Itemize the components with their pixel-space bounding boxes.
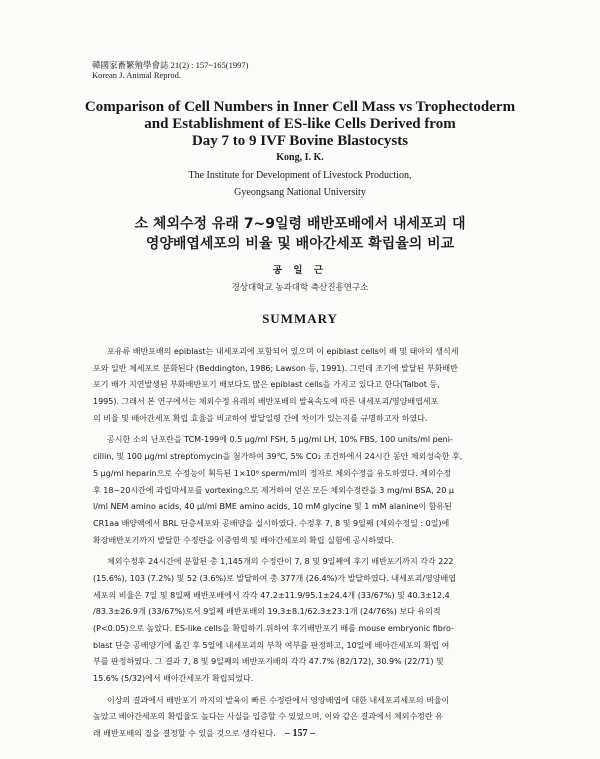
text-line: cillin, 및 100 μg/ml streptomycin을 첨가하여 39℃, 5% CO₂ 조건하에서 24시간 동안 체외성숙한 후, xyxy=(93,452,463,462)
summary-paragraph xyxy=(93,344,505,427)
journal-header xyxy=(92,60,248,80)
text-line: 의 비율 및 배아간세포 확립 효율을 비교하여 발달일령 간에 차이가 있는지를 규명하고자 하였다. xyxy=(93,413,428,423)
affiliation xyxy=(0,167,600,201)
affiliation-line: Gyeongsang National University xyxy=(234,187,366,198)
korean-title xyxy=(40,214,560,254)
text-line: 포유류 배반포배의 epiblast는 내세포괴에 포함되어 있으며 이 epiblast cells이 배 및 태아의 생식세 xyxy=(107,347,459,356)
affiliation-line: The Institute for Development of Livestock Production, xyxy=(188,170,412,181)
text-line: 래 배반포배의 질을 결정할 수 있을 것으로 생각된다. xyxy=(93,729,276,739)
korean-affiliation: 경상대학교 농과대학 축산진흥연구소 xyxy=(231,283,369,293)
text-line: 1995). 그래서 본 연구에서는 체외수정 유래의 배반포배의 발육속도에 따른 내세포괴/영양배엽세포 xyxy=(93,397,439,407)
summary-body xyxy=(93,344,505,743)
text-line: 확장배반포기까지 발달한 수정란을 이중염색 및 배아간세포의 확립 실험에 공시하였다. xyxy=(93,535,395,545)
title-line: Day 7 to 9 IVF Bovine Blastocysts xyxy=(191,133,409,149)
page-number: – 157 – xyxy=(285,728,315,739)
text-line: l/ml NEM amino acids, 40 μl/ml BME amino acids, 10 mM glycine 및 1 mM alanine이 함유된 xyxy=(93,502,452,512)
korean-title-line: 영양배엽세포의 비율 및 배아간세포 확립율의 비교 xyxy=(145,236,455,252)
title-line: Comparison of Cell Numbers in Inner Cell Mass vs Trophectoderm xyxy=(84,99,516,115)
text-line: 높았고 배아간세포의 확립율도 높다는 사실을 입증할 수 있었으며, 이와 같은 결과에서 체외수정란 유 xyxy=(93,712,443,722)
text-line: 5 μg/ml heparin으로 수정능이 획득된 1×10⁶ sperm/ml의 정자로 체외수정을 유도하였다. 체외수정 xyxy=(93,468,452,478)
summary-heading: SUMMARY xyxy=(262,311,338,326)
summary-paragraph xyxy=(93,554,505,688)
journal-name: Korean J. Animal Reprod. xyxy=(92,70,181,80)
paper-title xyxy=(40,99,560,150)
korean-author-name: 공 일 근 xyxy=(272,265,328,276)
text-line: 공시한 소의 난포란을 TCM-199에 0.5 μg/ml FSH, 5 μg/ml LH, 10% FBS, 100 units/ml peni- xyxy=(107,435,453,445)
text-line: 체외수정후 24시간에 분할된 총 1,145개의 수정란이 7, 8 및 9일째에 후기 배반포기까지 각각 222 xyxy=(107,557,454,567)
text-line: /83.3±26.9개 (33/67%)로서 9일째 배반포배의 19.3±8.1/62.3±23.1개 (24/76%) 보다 유의적 xyxy=(93,607,441,617)
text-line: 15.6% (5/32)에서 배아간세포가 확립되었다. xyxy=(93,674,254,684)
text-line: 이상의 결과에서 배반포기 까지의 발육이 빠른 수정란에서 영양배엽에 대한 내세포괴세포의 비율이 xyxy=(107,695,450,705)
summary-paragraph xyxy=(93,432,505,549)
title-line: and Establishment of ES-like Cells Derived from xyxy=(144,116,456,132)
text-line: (P<0.05)으로 높았다. ES-like cells을 확립하기 위하여 후기배반포기 배를 mouse embryonic fibro- xyxy=(93,624,454,633)
text-line: 포기 배가 지연발생된 부화배반포기 배보다도 많은 epiblast cells을 가지고 있다고 한다(Talbot 등, xyxy=(93,380,440,390)
text-line: (15.6%), 103 (7.2%) 및 52 (3.6%)로 발달하여 총 377개 (26.4%)가 발달하였다. 내세포괴/영양배엽 xyxy=(93,573,456,583)
korean-title-line: 소 체외수정 유래 7~9일령 배반포배에서 내세포괴 대 xyxy=(134,216,466,232)
journal-citation: 韓國家畜繁殖學會誌 21(2) : 157~165(1997) xyxy=(92,60,249,70)
text-line: 포와 일반 체세포로 분화된다 (Beddington, 1986; Lawson 등, 1991). 그런데 조기에 발달된 부화배반 xyxy=(93,363,458,373)
text-line: CR1aa 배양액에서 BRL 단층세포와 공배양을 실시하였다. 수정후 7, 8 및 9일째 (체외수정일 : 0일)에 xyxy=(93,518,450,528)
author-name: Kong, I. K. xyxy=(276,152,324,163)
text-line: blast 단층 공배양기에 옮긴 후 5일에 내세포괴의 부착 여부를 판정하고, 10일에 배아간세포의 확립 여 xyxy=(93,640,450,650)
text-line: 후 18~20시간에 과립막세포를 vortexing으로 제거하여 얻은 모든 체외수정란을 3 mg/ml BSA, 20 μ xyxy=(93,485,454,495)
text-line: 부를 판정하였다. 그 결과 7, 8 및 9일째의 배반포기배의 각각 47.7% (82/172), 30.9% (22/71) 및 xyxy=(93,657,444,667)
text-line: 세포의 비율은 7일 및 8일째 배반포배에서 각각 47.2±11.9/95.1±24.4개 (33/67%) 및 40.3±12.4 xyxy=(93,590,450,600)
